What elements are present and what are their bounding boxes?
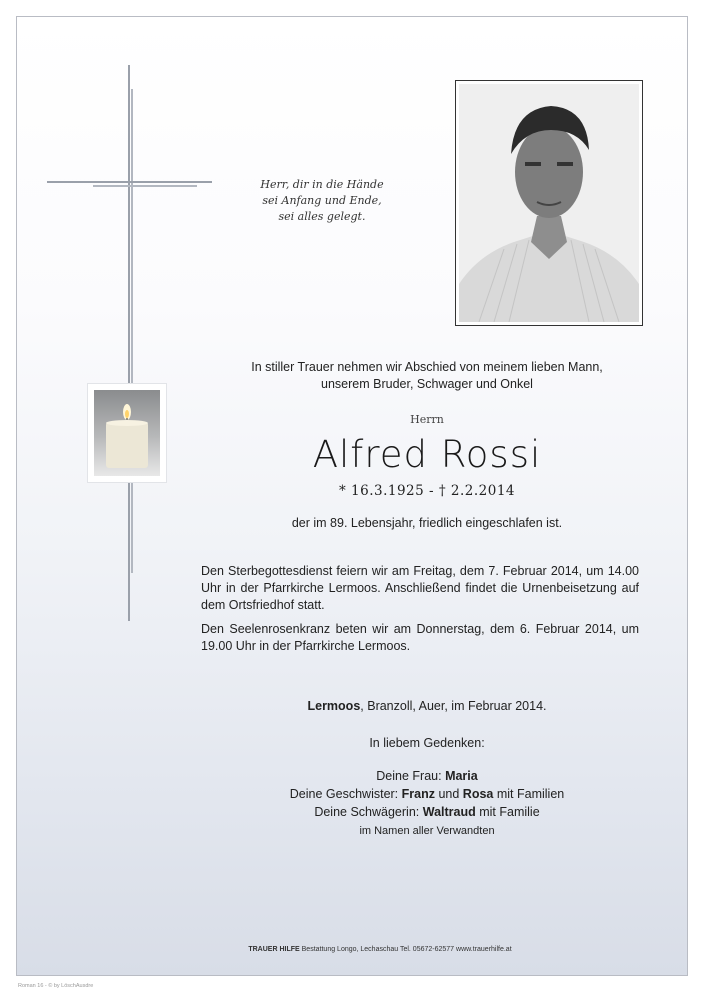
- candle-image-frame: [87, 383, 167, 483]
- portrait-photo: [459, 84, 639, 322]
- wife-prefix: Deine Frau:: [376, 769, 446, 783]
- bible-quote: [247, 177, 397, 225]
- footer-brand: TRAUER HILFE: [248, 946, 300, 953]
- wife-name: Maria: [445, 769, 478, 783]
- place-bold: Lermoos: [307, 699, 361, 713]
- sisterinlaw-suffix: mit Familie: [475, 805, 540, 819]
- quote-line: sei alles gelegt.: [278, 210, 366, 223]
- portrait-frame: [455, 80, 643, 326]
- footer-contact: Bestattung Longo, Lechaschau Tel. 05672-62577 www.trauerhilfe.at: [299, 946, 512, 953]
- quote-line: Herr, dir in die Hände: [260, 178, 384, 191]
- life-dates: * 16.3.1925 - † 2.2.2014: [338, 483, 516, 499]
- sisterinlaw-name: Waltraud: [422, 805, 476, 819]
- siblings-prefix: Deine Geschwister:: [289, 787, 402, 801]
- quote-line: sei Anfang und Ende,: [262, 194, 382, 207]
- candle-icon: [94, 390, 160, 476]
- place-rest: , Branzoll, Auer, im Februar 2014.: [360, 699, 547, 713]
- parte-card: [16, 16, 688, 976]
- portrait-silhouette-icon: [459, 84, 639, 322]
- announcement-line: unserem Bruder, Schwager und Onkel: [321, 377, 533, 391]
- rosary-text: Den Seelenrosenkranz beten wir am Donnerstag, dem 6. Februar 2014, um 19.00 Uhr in der Pfarrkirche Lermoos.: [201, 622, 639, 653]
- announcement: [197, 359, 657, 393]
- memory-heading: In liebem Gedenken:: [369, 736, 485, 750]
- deceased-name: Alfred Rossi: [312, 433, 542, 476]
- sibling-name: Rosa: [462, 787, 494, 801]
- relatives-text: im Namen aller Verwandten: [359, 825, 495, 837]
- passed-text: der im 89. Lebensjahr, friedlich eingeschlafen ist.: [291, 516, 563, 530]
- footer-undertaker: [100, 946, 660, 953]
- siblings-and: und: [434, 787, 463, 801]
- family-wife: [197, 767, 657, 785]
- candle-image: [94, 390, 160, 476]
- sisterinlaw-prefix: Deine Schwägerin:: [314, 805, 423, 819]
- cross-horizontal-bar-secondary: [93, 185, 197, 187]
- funeral-service-text: Den Sterbegottesdienst feiern wir am Freitag, dem 7. Februar 2014, um 14.00 Uhr in der Pfarrkirche Lermoos. Anschließend findet die Urnenbeisetzung auf dem Ortsfriedhof statt.: [201, 564, 639, 612]
- title-prefix: Herrn: [410, 413, 444, 426]
- family-list: [197, 767, 657, 821]
- cross-vertical-bar: [128, 65, 130, 621]
- family-siblings: [197, 785, 657, 803]
- siblings-suffix: mit Familien: [493, 787, 565, 801]
- cross-vertical-bar-secondary: [131, 89, 133, 573]
- template-note: Roman 16 - © by LöschAusdre: [18, 983, 94, 989]
- place-and-date: [197, 698, 657, 715]
- announcement-line: In stiller Trauer nehmen wir Abschied von meinem lieben Mann,: [251, 360, 603, 374]
- cross-horizontal-bar: [47, 181, 212, 183]
- family-sisterinlaw: [197, 803, 657, 821]
- sibling-name: Franz: [401, 787, 435, 801]
